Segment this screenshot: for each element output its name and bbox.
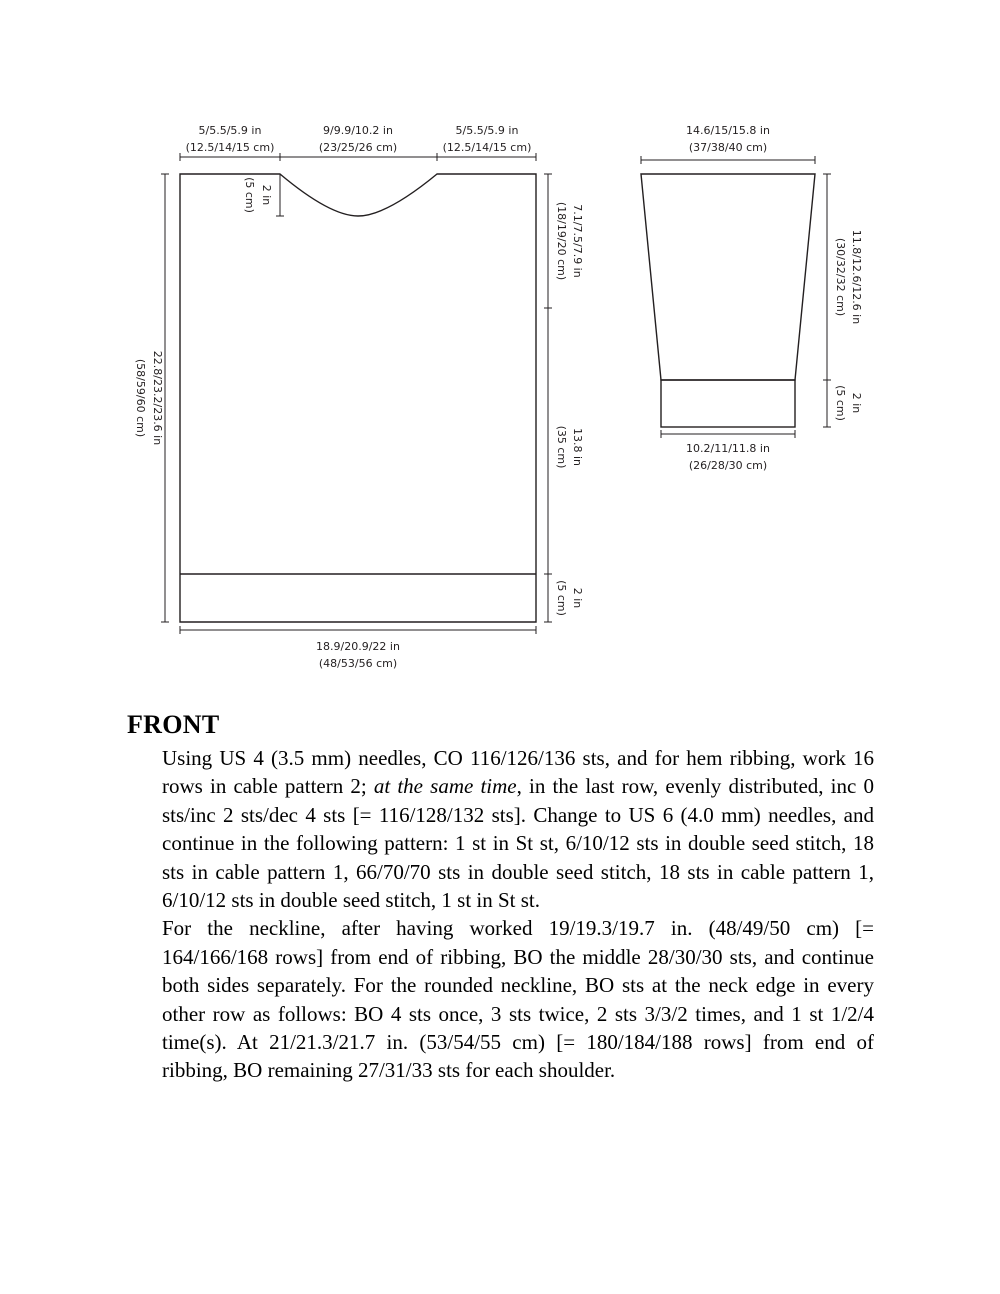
sleeve-top-dimension (641, 156, 815, 164)
hem-depth-cm: (5 cm) (555, 580, 568, 616)
p1-text-b: , in the last row, evenly distributed, inc 0 sts/inc 2 sts/dec 4 sts [= 116/128/132 sts]. Change to US 6 (4.0 mm) needles, and continue in the following pattern: 1 st in St st, 6/10/12 sts in double seed stitch, 18 sts in cable pattern 1, 66/70/70 sts in double seed stitch, 18 sts in cable pattern 1, 6/10/12 sts in double seed stitch, 1 st in St st. (162, 774, 874, 913)
armhole-cm: (18/19/20 cm) (555, 201, 568, 281)
section-title: FRONT (127, 710, 220, 739)
body-outline (180, 174, 536, 622)
sleeve-bottom-width-in: 10.2/11/11.8 in (686, 442, 770, 455)
neck-depth-dimension (276, 174, 284, 216)
neck-depth-in: 2 in (260, 184, 273, 206)
body-right-dimension (544, 174, 552, 622)
sleeve-bottom-width-cm: (26/28/30 cm) (688, 459, 768, 472)
shoulder-width-in: 5/5.5/5.9 in (198, 124, 262, 137)
neck-width-cm: (23/25/26 cm) (318, 141, 398, 154)
cuff-depth-in: 2 in (850, 392, 863, 414)
cuff-depth-cm: (5 cm) (834, 385, 847, 421)
neck-depth-cm: (5 cm) (243, 177, 256, 213)
sleeve-top-width-in: 14.6/15/15.8 in (686, 124, 770, 137)
p1-text-a: Using US 4 (3.5 mm) needles, CO 116/126/136 sts, and for hem ribbing, work 16 rows in cable pattern 2; (162, 746, 874, 799)
instructions-paragraph-2: For the neckline, after having worked 19/19.3/19.7 in. (48/49/50 cm) [= 164/166/168 rows] from end of ribbing, BO the middle 28/30/30 sts, and continue both sides separately. For the rounded neckline, BO sts at the neck edge in every other row as follows: BO 4 sts once, 3 sts twice, 2 sts 3/3/2 times, and 1 st 1/2/4 time(s). At 21/21.3/21.7 in. (53/54/55 cm) [= 180/184/188 rows] from end of ribbing, BO remaining 27/31/33 sts for each shoulder. (162, 916, 874, 1083)
shoulder-width-right-cm: (12.5/14/15 cm) (442, 141, 532, 154)
body-length-cm: (58/59/60 cm) (134, 358, 147, 438)
body-width-in: 18.9/20.9/22 in (316, 640, 400, 653)
body-bottom-dimension (180, 626, 536, 634)
sleeve-cuff (661, 380, 795, 427)
sleeve-side-dimension (823, 174, 831, 427)
sleeve-top-width-cm: (37/38/40 cm) (688, 141, 768, 154)
body-top-dimension (180, 153, 536, 161)
shoulder-width-right-in: 5/5.5/5.9 in (455, 124, 519, 137)
sleeve-length-cm: (30/32/32 cm) (834, 237, 847, 317)
sleeve-length-in: 11.8/12.6/12.6 in (850, 229, 863, 325)
instructions-body (162, 744, 874, 1085)
side-length-in: 13.8 in (571, 427, 584, 467)
neck-width-in: 9/9.9/10.2 in (323, 124, 393, 137)
body-length-in: 22.8/23.2/23.6 in (151, 350, 164, 446)
sleeve-outline (641, 174, 815, 380)
body-width-cm: (48/53/56 cm) (318, 657, 398, 670)
p1-emphasis: at the same time (373, 774, 517, 799)
shoulder-width-cm: (12.5/14/15 cm) (185, 141, 275, 154)
sleeve-piece (641, 174, 815, 427)
instructions-paragraph-1 (162, 744, 874, 914)
body-piece (180, 174, 536, 622)
sleeve-bottom-dimension (661, 430, 795, 438)
hem-depth-in: 2 in (571, 587, 584, 609)
side-length-cm: (35 cm) (555, 425, 568, 469)
armhole-in: 7.1/7.5/7.9 in (571, 204, 584, 278)
